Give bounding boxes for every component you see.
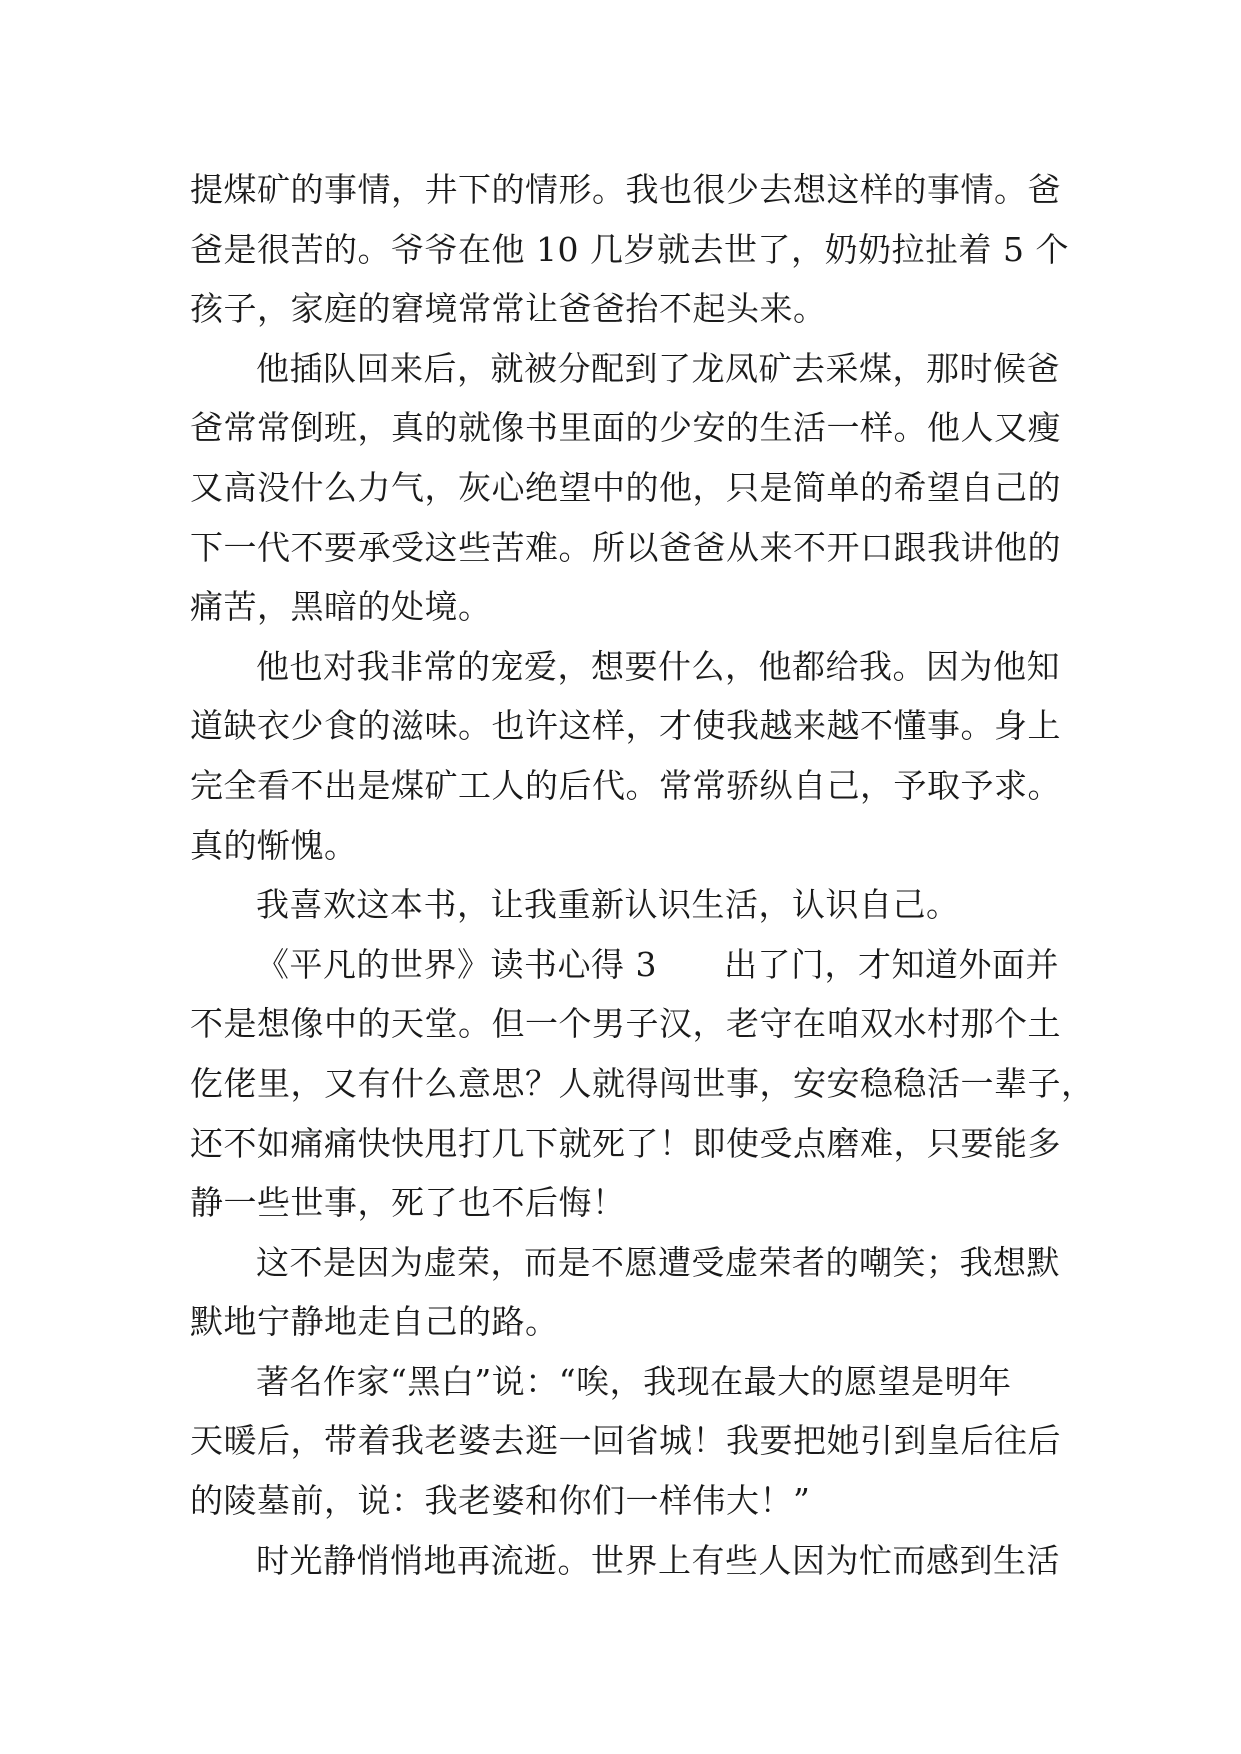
text-line: 真的惭愧。 (190, 825, 358, 865)
text-line: 还不如痛痛快快甩打几下就死了！即使受点磨难，只要能多 (190, 1123, 1061, 1163)
text-line: 他也对我非常的宠爱，想要什么，他都给我。因为他知 (256, 646, 1060, 686)
text-line: 下一代不要承受这些苦难。所以爸爸从来不开口跟我讲他的 (190, 527, 1061, 567)
text-line: 《平凡的世界》读书心得 3 出了门，才知道外面并 (256, 944, 1059, 984)
text-line: 这不是因为虚荣，而是不愿遭受虚荣者的嘲笑；我想默 (256, 1242, 1060, 1282)
text-line: 静一些世事，死了也不后悔！ (190, 1183, 626, 1223)
text-line: 默地宁静地走自己的路。 (190, 1302, 559, 1342)
text-line: 爸是很苦的。爷爷在他 10 几岁就去世了，奶奶拉扯着 5 个 (190, 229, 1069, 269)
text-line: 道缺衣少食的滋味。也许这样，才使我越来越不懂事。身上 (190, 706, 1061, 746)
text-line: 痛苦，黑暗的处境。 (190, 587, 492, 627)
text-line: 完全看不出是煤矿工人的后代。常常骄纵自己，予取予求。 (190, 765, 1061, 805)
text-line: 又高没什么力气，灰心绝望中的他，只是简单的希望自己的 (190, 467, 1061, 507)
text-line: 他插队回来后，就被分配到了龙凤矿去采煤，那时候爸 (256, 348, 1060, 388)
body-text (190, 160, 1095, 1590)
text-line: 不是想像中的天堂。但一个男子汉，老守在咱双水村那个土 (190, 1004, 1061, 1044)
text-line: 天暖后，带着我老婆去逛一回省城！我要把她引到皇后往后 (190, 1421, 1061, 1461)
text-line: 时光静悄悄地再流逝。世界上有些人因为忙而感到生活 (256, 1540, 1060, 1580)
text-line: 提煤矿的事情，井下的情形。我也很少去想这样的事情。爸 (190, 170, 1061, 209)
text-line: 的陵墓前，说：我老婆和你们一样伟大！” (190, 1481, 811, 1521)
text-line: 孩子，家庭的窘境常常让爸爸抬不起头来。 (190, 289, 827, 329)
text-line: 爸常常倒班，真的就像书里面的少安的生活一样。他人又瘦 (190, 408, 1061, 448)
text-line: 仡佬里，又有什么意思？人就得闯世事，安安稳稳活一辈子， (190, 1063, 1095, 1103)
text-line: 我喜欢这本书，让我重新认识生活，认识自己。 (256, 885, 960, 925)
text-line: 著名作家“黑白”说：“唉，我现在最大的愿望是明年 (256, 1361, 1012, 1401)
